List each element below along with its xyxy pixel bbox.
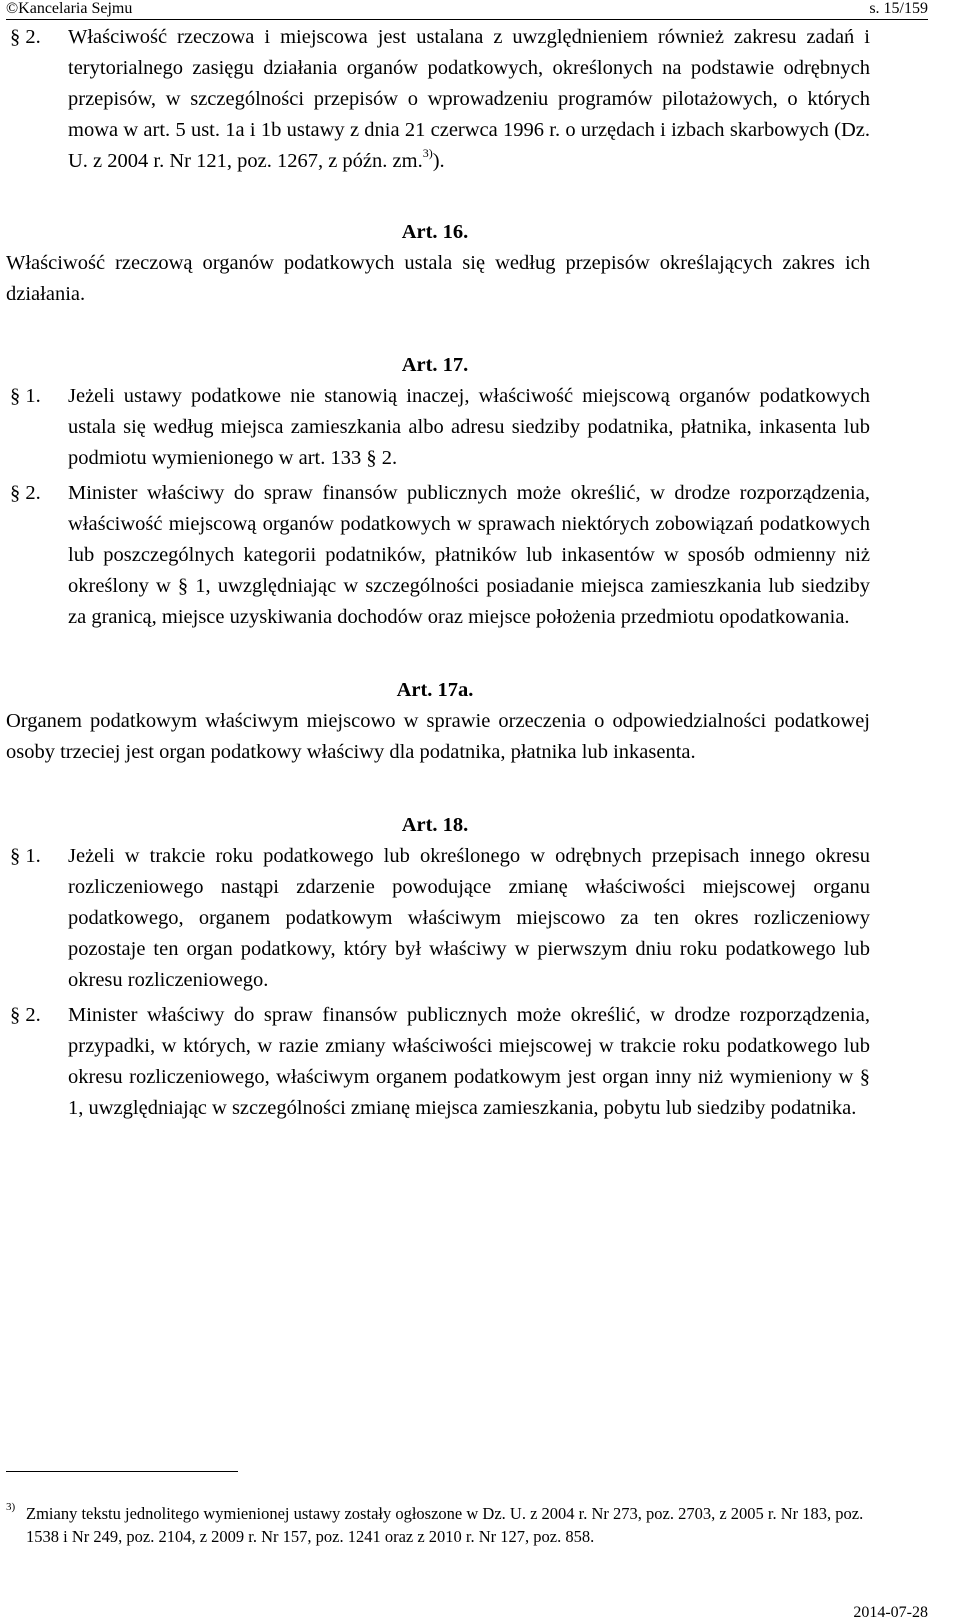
article-16-text: Właściwość rzeczową organów podatkowych ustala się według przepisów określających zakres ich działania. <box>6 252 870 305</box>
section-number: § 2. <box>10 1004 41 1026</box>
section-text: Minister właściwy do spraw finansów publicznych może określić, w drodze rozporządzenia, właściwość miejscową organów podatkowych w sprawach niektórych zobowiązań podatkowych lub poszczególnych kategorii podatników, płatników lub inkasentów w sposób odmienny niż określony w § 1, uwzględniając w szczególności posiadanie miejsca zamieszkania lub siedziby za granicą, miejsce uzyskiwania dochodów oraz miejsce położenia przedmiotu opodatkowania. <box>68 482 870 628</box>
section-text: Właściwość rzeczowa i miejscowa jest ustalana z uwzględnieniem również zakresu zadań i terytorialnego zasięgu działania organów podatkowych, określonych na podstawie odrębnych przepisów, w szczególności przepisów o wprowadzeniu programów pilotażowych, o których mowa w art. 5 ust. 1a i 1b ustawy z dnia 21 czerwca 1996 r. o urzędach i izbach skarbowych (Dz. U. z 2004 r. Nr 121, poz. 1267, z późn. zm. <box>68 26 870 172</box>
article-17a-title: Art. 17a. <box>396 679 474 701</box>
section-number: § 1. <box>10 845 41 867</box>
document-body <box>0 22 960 1124</box>
section-text: Jeżeli ustawy podatkowe nie stanowią inaczej, właściwość miejscową organów podatkowych ustala się według miejsca zamieszkania albo adresu siedziby podatnika, płatnika, inkasenta lub podmiotu wymienionego w art. 133 § 2. <box>68 385 870 469</box>
section-text-tail: ). <box>432 150 445 172</box>
article-18-section-1 <box>0 841 960 996</box>
footnote-rule <box>6 1471 238 1472</box>
article-18-section-2 <box>0 1000 960 1124</box>
article-16-title: Art. 16. <box>401 221 469 243</box>
article-18-title: Art. 18. <box>401 814 469 836</box>
article-17a-text: Organem podatkowym właściwym miejscowo w sprawie orzeczenia o odpowiedzialności podatkowej osoby trzeciej jest organ podatkowy właściwy dla podatnika, płatnika lub inkasenta. <box>6 710 870 763</box>
header-rule <box>6 19 928 20</box>
page-header <box>6 0 928 22</box>
section-text: Minister właściwy do spraw finansów publicznych może określić, w drodze rozporządzenia, przypadki, w których, w razie zmiany właściwości miejscowej w trakcie roku podatkowego lub okresu rozliczeniowego, właściwym organem podatkowym jest organ inny niż wymieniony w § 1, uwzględniając w szczególności zmianę miejsca zamieszkania, pobytu lub siedziby podatnika. <box>68 1004 870 1119</box>
article-17-section-1 <box>0 381 960 474</box>
article-17-section-2 <box>0 478 960 633</box>
page-number: s. 15/159 <box>869 0 928 17</box>
document-date: 2014-07-28 <box>853 1604 928 1621</box>
footnote <box>6 1501 874 1548</box>
footnote-text: Zmiany tekstu jednolitego wymienionej ustawy zostały ogłoszone w Dz. U. z 2004 r. Nr 273, poz. 2703, z 2005 r. Nr 183, poz. 1538 i Nr 249, poz. 2104, z 2009 r. Nr 157, poz. 1241 oraz z 2010 r. Nr 127, poz. 858. <box>26 1504 864 1546</box>
section-number: § 2. <box>10 26 41 48</box>
section-2-paragraph <box>0 22 960 177</box>
section-text: Jeżeli w trakcie roku podatkowego lub określonego w odrębnych przepisach innego okresu rozliczeniowego nastąpi zdarzenie powodujące zmianę właściwości miejscowej organu podatkowego, organem podatkowym właściwym miejscowo za ten okres rozliczeniowy pozostaje ten organ podatkowy, który był właściwy w pierwszym dniu roku podatkowego lub okresu rozliczeniowego. <box>68 845 870 991</box>
section-number: § 1. <box>10 385 41 407</box>
article-17-title: Art. 17. <box>401 354 469 376</box>
footnote-mark: 3) <box>6 1501 16 1513</box>
footnote-ref: 3) <box>422 146 433 161</box>
publisher-label: ©Kancelaria Sejmu <box>6 0 133 17</box>
section-number: § 2. <box>10 482 41 504</box>
